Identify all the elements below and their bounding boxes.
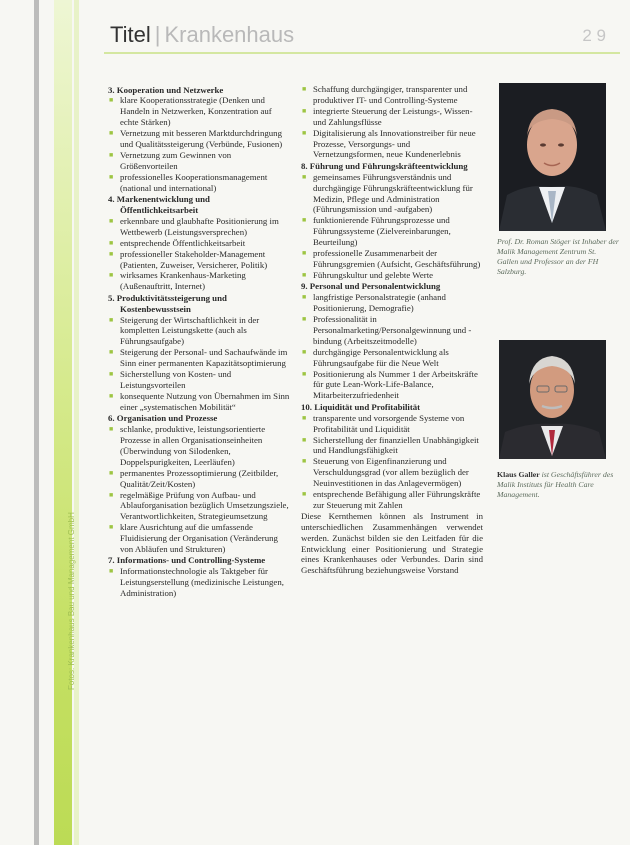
bullet-item: ■ transparente und vorsorgende Systeme von Profitabilität und Liquidität <box>301 413 483 435</box>
page-header <box>110 22 610 50</box>
bullet-item: ■ Steigerung der Personal- und Sachaufwände im Sinn einer permanenten Kapazitätsoptimierung <box>108 347 290 369</box>
bullet-item: ■ klare Kooperationsstrategie (Denken und Handeln in Netzwerken, Konzentration auf echte Stärken) <box>108 95 290 128</box>
green-accent-bar <box>54 0 72 845</box>
caption-stoeger: Prof. Dr. Roman Stöger ist Inhaber der Malik Management Zentrum St. Gallen und Professor an der FH Salzburg. <box>497 237 619 276</box>
bullet-item: ■ professionelles Kooperationsmanagement (national und international) <box>108 172 290 194</box>
bullet-item: ■ professioneller Stakeholder-Management (Patienten, Zuweiser, Versicherer, Politik) <box>108 249 290 271</box>
bullet-item: ■ regelmäßige Prüfung von Aufbau- und Ablauforganisation bezüglich Umsetzungsziele, Verantwortlichkeiten, Strategieumsetzung <box>108 490 290 523</box>
header-rule <box>104 52 620 54</box>
portrait-photo-galler <box>499 340 606 459</box>
text-column-left <box>108 84 290 599</box>
section-heading: 8. Führung und Führungskräfteentwicklung <box>301 160 468 171</box>
bullet-item: ■ gemeinsames Führungsverständnis und durchgängige Führungskräfteentwicklung für Medizin, Pflege und Administration (Führungsmission und -aufgaben) <box>301 172 483 216</box>
bullet-item: ■ Sicherstellung der finanziellen Unabhängigkeit und Handlungsfähigkeit <box>301 435 483 457</box>
portrait-photo-stoeger <box>499 83 606 231</box>
bullet-item: ■ Führungskultur und gelebte Werte <box>301 270 483 281</box>
bullet-item: ■ Sicherstellung von Kosten- und Leistungsvorteilen <box>108 369 290 391</box>
section-heading: 4. Markenentwicklung und Öffentlichkeitsarbeit <box>108 194 210 215</box>
bullet-item: ■ Digitalisierung als Innovationstreiber für neue Prozesse, Versorgungs- und Vernetzungsformen, neue Kundenerlebnis <box>301 128 483 161</box>
bullet-item: ■ wirksames Krankenhaus-Marketing (Außenauftritt, Internet) <box>108 270 290 292</box>
body-paragraph: Diese Kernthemen können als Instrument in unterschiedlichen Zusammenhängen verwendet werden. Zunächst bilden sie den Leitfaden für die Entwicklung einer Positionierung und Strategie eines Krankenhauses oder Verbundes. Darin sind Geschäftsführung beziehungsweise Vorstand <box>301 510 483 576</box>
bullet-item: ■ entsprechende Öffentlichkeitsarbeit <box>108 238 290 249</box>
bullet-item: ■ langfristige Personalstrategie (anhand Positionierung, Demografie) <box>301 292 483 314</box>
bullet-item: ■ Steigerung der Wirtschaftlichkeit in der kompletten Leistungskette (auch als Führungsaufgabe) <box>108 315 290 348</box>
caption-galler <box>497 470 619 500</box>
bullet-item: ■ Vernetzung mit besseren Marktdurchdringung und Qualitätssteigerung (Verbünde, Fusionen) <box>108 128 290 150</box>
section-heading: 6. Organisation und Prozesse <box>108 413 218 424</box>
bullet-item: ■ integrierte Steuerung der Leistungs-, Wissen- und Zahlungsflüsse <box>301 106 483 128</box>
section-heading: 3. Kooperation und Netzwerke <box>108 84 224 95</box>
bullet-item: ■ klare Ausrichtung auf die umfassende Fluidisierung der Organisation (Veränderung von Abläufen und Strukturen) <box>108 522 290 555</box>
title-separator: | <box>154 22 161 47</box>
section-heading: 9. Personal und Personalentwicklung <box>301 281 441 292</box>
title-section: Krankenhaus <box>164 22 295 47</box>
bullet-item: ■ funktionierende Führungsprozesse und Führungssysteme (Zielvereinbarungen, Beurteilung) <box>301 215 483 248</box>
caption-galler-name: Klaus Galler <box>497 470 540 479</box>
caption-galler-desc: ist Geschäftsführer des Malik Instituts für Health Care Management. <box>497 470 614 499</box>
bullet-item: ■ durchgängige Personalentwicklung als Führungsaufgabe für die Neue Welt <box>301 347 483 369</box>
bullet-item: ■ entsprechende Befähigung aller Führungskräfte zur Steuerung mit Zahlen <box>301 489 483 511</box>
page-title <box>110 22 294 48</box>
photo-credit: Fotos: Krankenhaus Bau und Management GmbH <box>67 512 76 690</box>
title-main: Titel <box>110 22 151 47</box>
bullet-item: ■ Schaffung durchgängiger, transparenter und produktiver IT- und Controlling-Systeme <box>301 84 483 106</box>
bullet-item: ■ Steuerung von Eigenfinanzierung und Verschuldungsgrad (vor allem bezüglich der Neuinvestitionen in das Anlagevermögen) <box>301 456 483 489</box>
text-column-middle <box>301 84 483 576</box>
bullet-item: ■ Professionalität in Personalmarketing/Personalgewinnung und -bindung (Arbeitszeitmodelle) <box>301 314 483 347</box>
section-heading: 5. Produktivitätssteigerung und Kostenbewusstsein <box>108 292 227 314</box>
left-edge-bar <box>34 0 39 845</box>
section-heading: 10. Liquidität und Profitabilität <box>301 401 421 412</box>
bullet-item: ■ Vernetzung zum Gewinnen von Größenvorteilen <box>108 150 290 172</box>
bullet-item: ■ Positionierung als Nummer 1 der Arbeitskräfte für gute Lean-Work-Life-Balance, Mitarbeiterzufriedenheit <box>301 369 483 402</box>
light-accent-bar <box>74 0 79 845</box>
bullet-item: ■ schlanke, produktive, leistungsorientierte Prozesse in allen Organisationseinheiten (Überwindung von Silodenken, Doppelspurigkeiten, Leerläufen) <box>108 424 290 468</box>
page-number: 2 9 <box>582 26 606 45</box>
section-heading: 7. Informations- und Controlling-Systeme <box>108 555 266 566</box>
bullet-item: ■ konsequente Nutzung von Übernahmen im Sinn einer „systematischen Mobilität“ <box>108 391 290 413</box>
bullet-item: ■ permanentes Prozessoptimierung (Zeitbilder, Qualität/Zeit/Kosten) <box>108 468 290 490</box>
bullet-item: ■ professionelle Zusammenarbeit der Führungsgremien (Aufsicht, Geschäftsführung) <box>301 248 483 270</box>
bullet-item: ■ Informationstechnologie als Taktgeber für Leistungserstellung (medizinische Leistungen, Administration) <box>108 566 290 599</box>
bullet-item: ■ erkennbare und glaubhafte Positionierung im Wettbewerb (Leistungsversprechen) <box>108 216 290 238</box>
